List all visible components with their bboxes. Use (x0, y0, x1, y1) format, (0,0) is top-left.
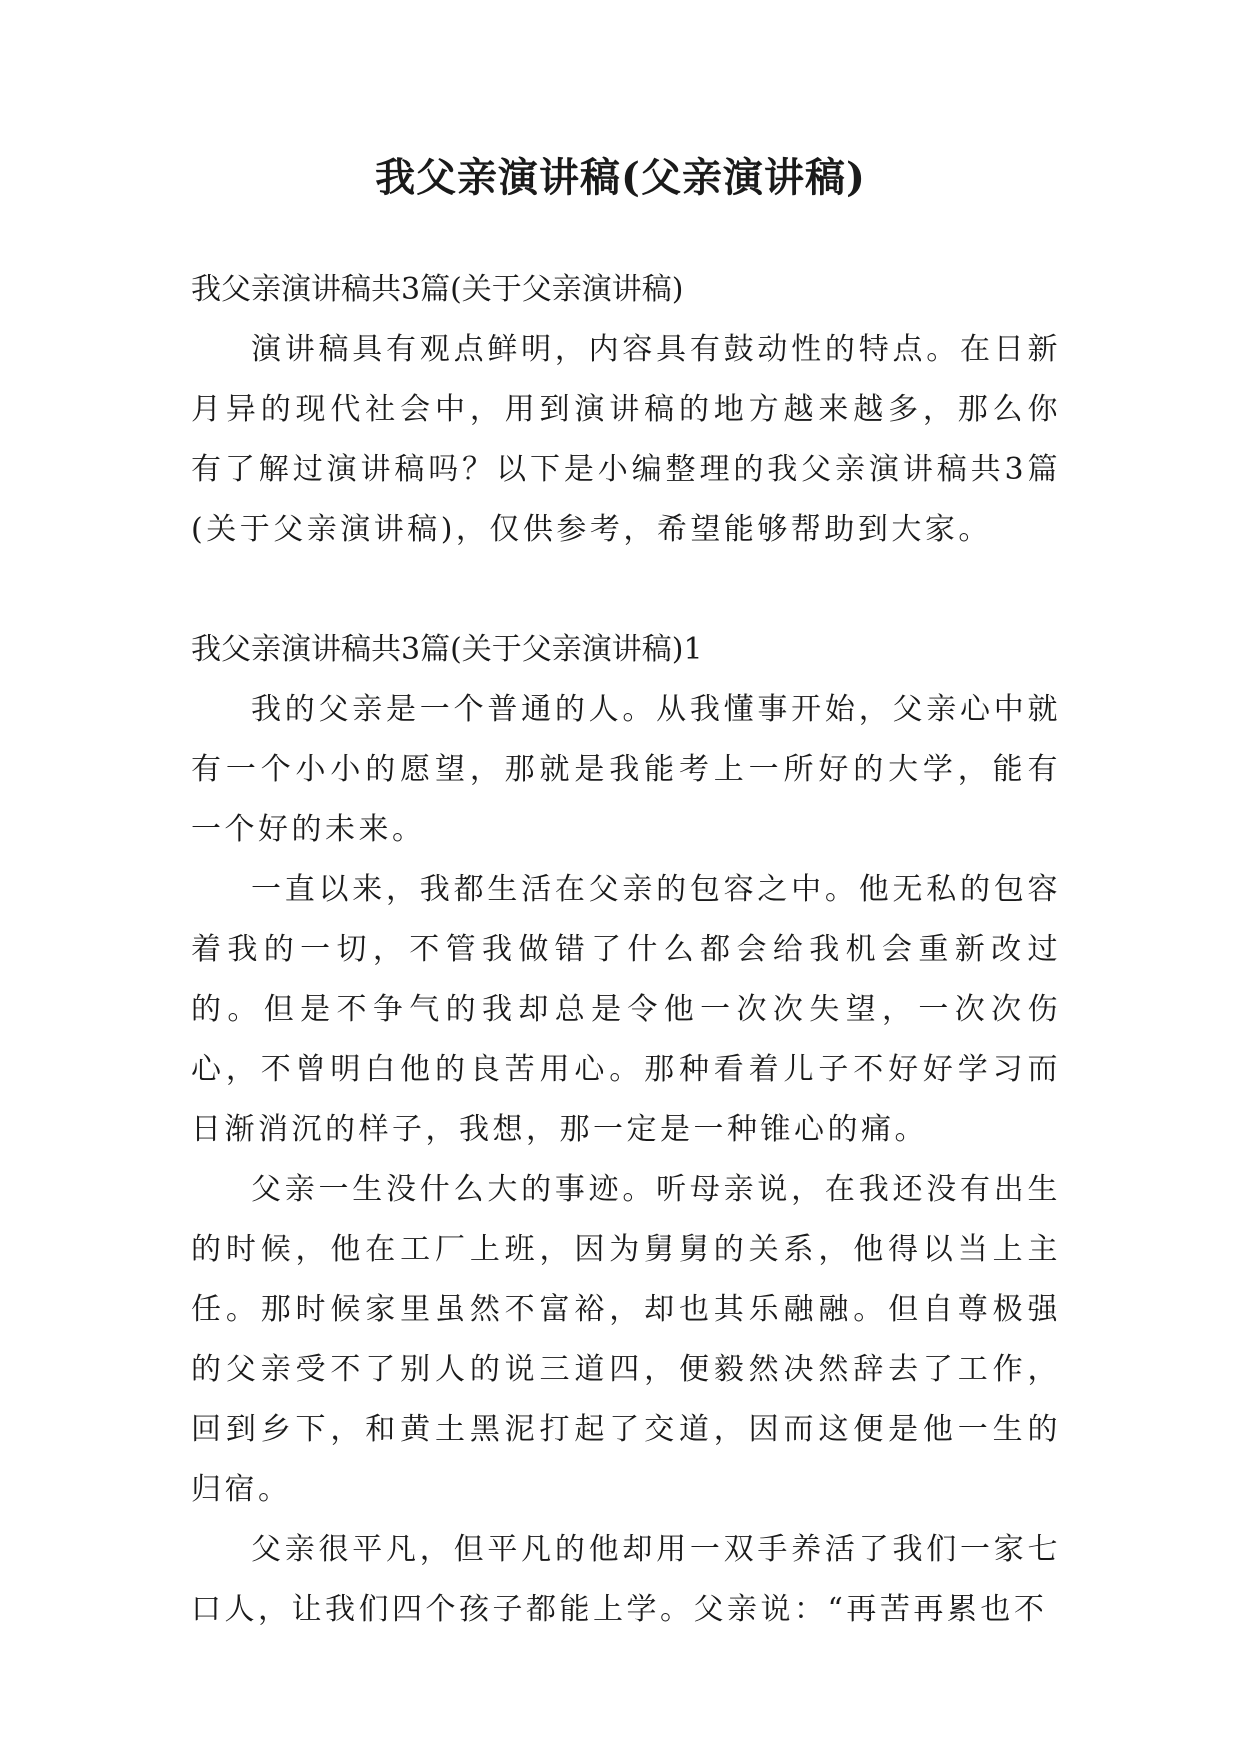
section-heading: 我父亲演讲稿共3篇(关于父亲演讲稿)1 (191, 632, 703, 667)
document-body (191, 260, 1061, 1640)
body-paragraph-3: 父亲一生没什么大的事迹。听母亲说，在我还没有出生的时候，他在工厂上班，因为舅舅的关系，他得以当上主任。那时候家里虽然不富裕，却也其乐融融。但自尊极强的父亲受不了别人的说三道四，便毅然决然辞去了工作，回到乡下，和黄土黑泥打起了交道，因而这便是他一生的归宿。 (191, 1172, 1061, 1507)
body-paragraph-2: 一直以来，我都生活在父亲的包容之中。他无私的包容着我的一切，不管我做错了什么都会给我机会重新改过的。但是不争气的我却总是令他一次次失望，一次次伤心，不曾明白他的良苦用心。那种看着儿子不好好学习而日渐消沉的样子，我想，那一定是一种锥心的痛。 (191, 872, 1061, 1147)
body-paragraph-4: 父亲很平凡，但平凡的他却用一双手养活了我们一家七口人，让我们四个孩子都能上学。父亲说：“再苦再累也不 (191, 1532, 1061, 1627)
body-paragraph-1: 我的父亲是一个普通的人。从我懂事开始，父亲心中就有一个小小的愿望，那就是我能考上一所好的大学，能有一个好的未来。 (191, 692, 1061, 847)
document-title: 我父亲演讲稿(父亲演讲稿) (375, 154, 866, 201)
intro-heading: 我父亲演讲稿共3篇(关于父亲演讲稿) (191, 272, 684, 307)
intro-paragraph: 演讲稿具有观点鲜明，内容具有鼓动性的特点。在日新月异的现代社会中，用到演讲稿的地方越来越多，那么你有了解过演讲稿吗？以下是小编整理的我父亲演讲稿共3篇(关于父亲演讲稿)，仅供参考，希望能够帮助到大家。 (191, 332, 1061, 547)
